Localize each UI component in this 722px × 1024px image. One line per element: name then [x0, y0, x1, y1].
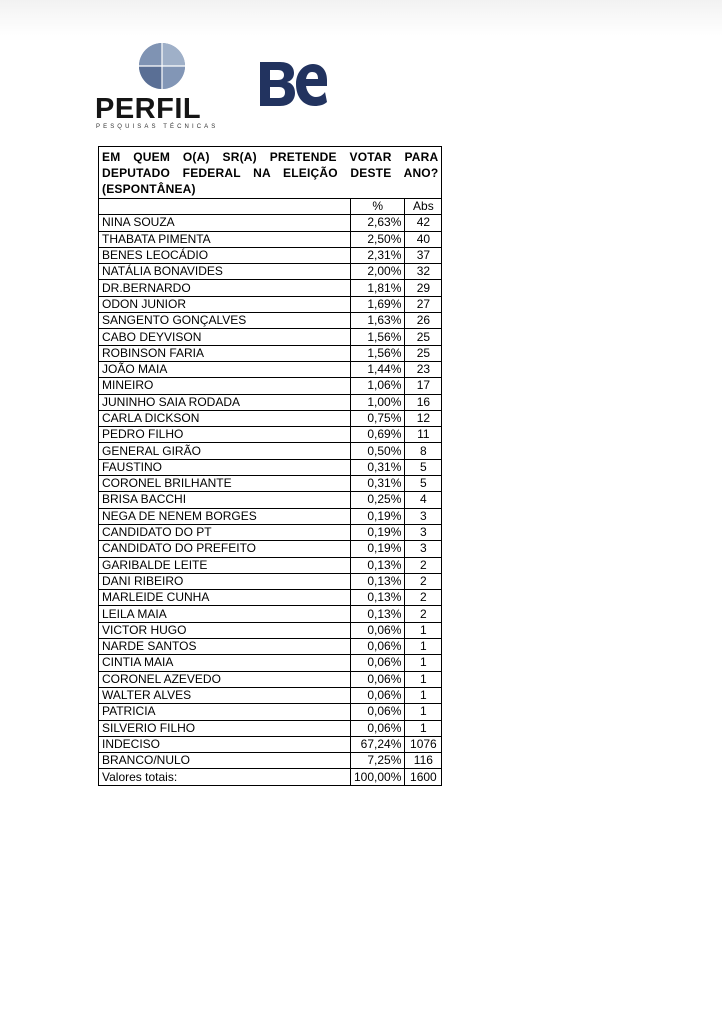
candidate-absolute: 42 — [405, 215, 442, 231]
table-row — [99, 541, 442, 557]
candidate-percent: 1,00% — [351, 394, 405, 410]
candidate-percent: 2,63% — [351, 215, 405, 231]
candidate-percent: 0,13% — [351, 557, 405, 573]
header-absolute: Abs — [405, 199, 442, 215]
table-row — [99, 508, 442, 524]
candidate-percent: 67,24% — [351, 736, 405, 752]
candidate-percent: 0,31% — [351, 476, 405, 492]
candidate-name: PATRICIA — [99, 704, 351, 720]
candidate-name: BENES LEOCÁDIO — [99, 247, 351, 263]
table-row — [99, 720, 442, 736]
candidate-percent: 1,81% — [351, 280, 405, 296]
candidate-percent: 0,06% — [351, 655, 405, 671]
candidate-absolute: 4 — [405, 492, 442, 508]
total-absolute: 1600 — [405, 769, 442, 785]
table-row — [99, 361, 442, 377]
question-row — [99, 147, 442, 199]
candidate-absolute: 26 — [405, 313, 442, 329]
table-row — [99, 557, 442, 573]
candidate-name: JUNINHO SAIA RODADA — [99, 394, 351, 410]
table-row — [99, 704, 442, 720]
question-text: EM QUEM O(A) SR(A) PRETENDE VOTAR PARA DEPUTADO FEDERAL NA ELEIÇÃO DESTE ANO? (ESPONTÂNEA) — [99, 147, 442, 199]
candidate-absolute: 3 — [405, 541, 442, 557]
table-row — [99, 655, 442, 671]
candidate-name: BRANCO/NULO — [99, 753, 351, 769]
be-logo — [258, 60, 328, 108]
candidate-absolute: 25 — [405, 329, 442, 345]
candidate-name: ROBINSON FARIA — [99, 345, 351, 361]
table-row — [99, 394, 442, 410]
candidate-percent: 0,25% — [351, 492, 405, 508]
candidate-percent: 2,31% — [351, 247, 405, 263]
candidate-absolute: 40 — [405, 231, 442, 247]
candidate-absolute: 116 — [405, 753, 442, 769]
candidate-absolute: 1 — [405, 655, 442, 671]
table-row — [99, 687, 442, 703]
header-row — [99, 199, 442, 215]
candidate-name: CANDIDATO DO PT — [99, 524, 351, 540]
table-row — [99, 736, 442, 752]
table-row — [99, 410, 442, 426]
candidate-absolute: 1 — [405, 687, 442, 703]
candidate-name: ODON JUNIOR — [99, 296, 351, 312]
candidate-name: JOÃO MAIA — [99, 361, 351, 377]
table-row — [99, 378, 442, 394]
table-row — [99, 671, 442, 687]
candidate-absolute: 32 — [405, 264, 442, 280]
perfil-logo — [95, 42, 235, 132]
candidate-percent: 7,25% — [351, 753, 405, 769]
candidate-absolute: 2 — [405, 590, 442, 606]
table-row — [99, 215, 442, 231]
candidate-percent: 2,00% — [351, 264, 405, 280]
candidate-name: MINEIRO — [99, 378, 351, 394]
table-row — [99, 345, 442, 361]
candidate-name: NARDE SANTOS — [99, 639, 351, 655]
table-row — [99, 622, 442, 638]
total-label: Valores totais: — [99, 769, 351, 785]
table-row — [99, 264, 442, 280]
candidate-absolute: 1 — [405, 720, 442, 736]
candidate-name: CARLA DICKSON — [99, 410, 351, 426]
candidate-absolute: 8 — [405, 443, 442, 459]
table-row — [99, 492, 442, 508]
candidate-percent: 0,06% — [351, 671, 405, 687]
page-top-shadow — [0, 0, 722, 36]
candidate-percent: 0,19% — [351, 524, 405, 540]
candidate-name: SILVERIO FILHO — [99, 720, 351, 736]
candidate-percent: 2,50% — [351, 231, 405, 247]
candidate-percent: 1,44% — [351, 361, 405, 377]
table-row — [99, 573, 442, 589]
candidate-name: CORONEL AZEVEDO — [99, 671, 351, 687]
table-row — [99, 427, 442, 443]
candidate-absolute: 17 — [405, 378, 442, 394]
candidate-percent: 0,19% — [351, 541, 405, 557]
header-name-cell — [99, 199, 351, 215]
table-row — [99, 329, 442, 345]
candidate-absolute: 12 — [405, 410, 442, 426]
candidate-name: GARIBALDE LEITE — [99, 557, 351, 573]
be-logo-icon — [258, 60, 328, 108]
candidate-percent: 0,06% — [351, 687, 405, 703]
candidate-name: CABO DEYVISON — [99, 329, 351, 345]
total-row — [99, 769, 442, 785]
candidate-name: BRISA BACCHI — [99, 492, 351, 508]
candidate-percent: 1,63% — [351, 313, 405, 329]
table-row — [99, 443, 442, 459]
candidate-percent: 0,06% — [351, 639, 405, 655]
candidate-absolute: 2 — [405, 606, 442, 622]
candidate-absolute: 16 — [405, 394, 442, 410]
candidate-absolute: 25 — [405, 345, 442, 361]
candidate-absolute: 29 — [405, 280, 442, 296]
table-row — [99, 313, 442, 329]
candidate-percent: 0,06% — [351, 704, 405, 720]
candidate-name: GENERAL GIRÃO — [99, 443, 351, 459]
candidate-name: VICTOR HUGO — [99, 622, 351, 638]
perfil-tagline: PESQUISAS TÉCNICAS — [96, 124, 219, 130]
candidate-percent: 1,56% — [351, 329, 405, 345]
candidate-absolute: 5 — [405, 476, 442, 492]
candidate-absolute: 37 — [405, 247, 442, 263]
candidate-name: DR.BERNARDO — [99, 280, 351, 296]
table-row — [99, 247, 442, 263]
table-row — [99, 231, 442, 247]
candidate-name: THABATA PIMENTA — [99, 231, 351, 247]
table-row — [99, 459, 442, 475]
candidate-absolute: 27 — [405, 296, 442, 312]
candidate-absolute: 5 — [405, 459, 442, 475]
candidate-percent: 0,06% — [351, 622, 405, 638]
candidate-name: CINTIA MAIA — [99, 655, 351, 671]
candidate-absolute: 1 — [405, 671, 442, 687]
candidate-percent: 1,69% — [351, 296, 405, 312]
candidate-absolute: 3 — [405, 508, 442, 524]
candidate-name: PEDRO FILHO — [99, 427, 351, 443]
candidate-name: INDECISO — [99, 736, 351, 752]
candidate-name: CORONEL BRILHANTE — [99, 476, 351, 492]
candidate-absolute: 1 — [405, 639, 442, 655]
table-row — [99, 753, 442, 769]
candidate-name: SANGENTO GONÇALVES — [99, 313, 351, 329]
pie-chart-icon — [138, 42, 186, 90]
candidate-percent: 0,31% — [351, 459, 405, 475]
candidate-absolute: 2 — [405, 557, 442, 573]
candidate-name: WALTER ALVES — [99, 687, 351, 703]
candidate-absolute: 3 — [405, 524, 442, 540]
header-percent: % — [351, 199, 405, 215]
candidate-percent: 0,75% — [351, 410, 405, 426]
candidate-name: NINA SOUZA — [99, 215, 351, 231]
candidate-percent: 0,13% — [351, 590, 405, 606]
candidate-absolute: 23 — [405, 361, 442, 377]
candidate-percent: 0,13% — [351, 573, 405, 589]
candidate-absolute: 1076 — [405, 736, 442, 752]
candidate-absolute: 11 — [405, 427, 442, 443]
candidate-absolute: 1 — [405, 704, 442, 720]
table-row — [99, 280, 442, 296]
candidate-absolute: 1 — [405, 622, 442, 638]
candidate-percent: 0,06% — [351, 720, 405, 736]
candidate-percent: 0,13% — [351, 606, 405, 622]
total-percent: 100,00% — [351, 769, 405, 785]
candidate-name: DANI RIBEIRO — [99, 573, 351, 589]
perfil-wordmark: PERFIL — [95, 93, 202, 125]
candidate-name: CANDIDATO DO PREFEITO — [99, 541, 351, 557]
candidate-name: MARLEIDE CUNHA — [99, 590, 351, 606]
candidate-percent: 0,69% — [351, 427, 405, 443]
table-row — [99, 476, 442, 492]
table-row — [99, 590, 442, 606]
candidate-percent: 0,50% — [351, 443, 405, 459]
candidate-percent: 1,56% — [351, 345, 405, 361]
table-row — [99, 639, 442, 655]
poll-results-table — [98, 146, 442, 786]
candidate-percent: 1,06% — [351, 378, 405, 394]
candidate-percent: 0,19% — [351, 508, 405, 524]
candidate-name: NEGA DE NENEM BORGES — [99, 508, 351, 524]
table-row — [99, 606, 442, 622]
candidate-name: FAUSTINO — [99, 459, 351, 475]
table-row — [99, 524, 442, 540]
candidate-absolute: 2 — [405, 573, 442, 589]
candidate-name: LEILA MAIA — [99, 606, 351, 622]
candidate-name: NATÁLIA BONAVIDES — [99, 264, 351, 280]
table-row — [99, 296, 442, 312]
